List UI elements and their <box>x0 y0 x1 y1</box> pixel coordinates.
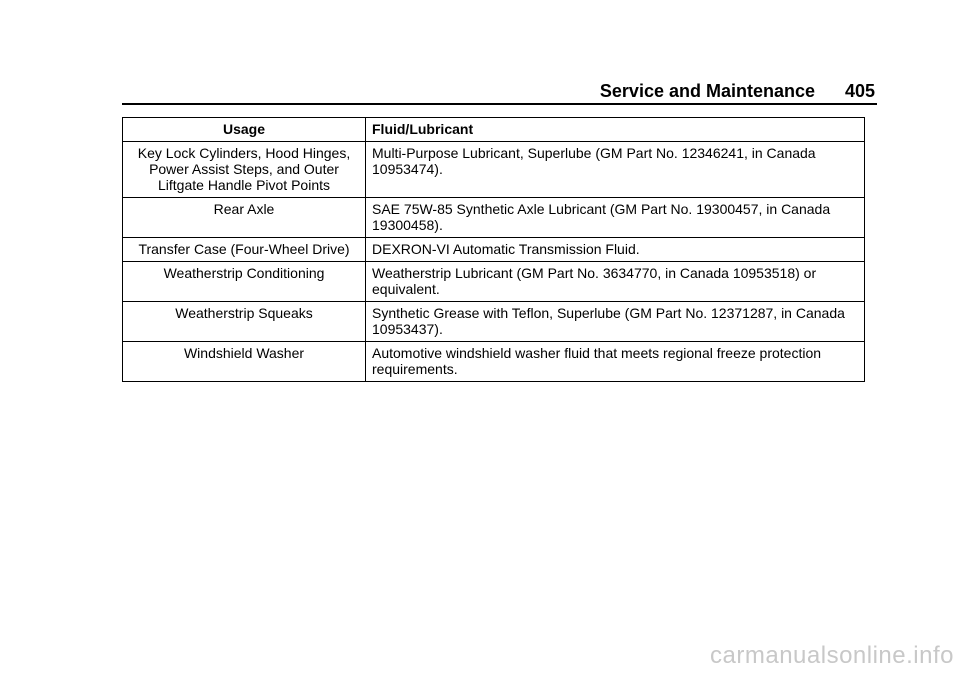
fluid-cell: SAE 75W-85 Synthetic Axle Lubricant (GM Part No. 19300457, in Canada 19300458). <box>366 198 865 238</box>
fluid-lubricant-table <box>122 117 865 382</box>
page-header <box>122 80 877 105</box>
table-header-row <box>123 118 865 142</box>
table-row <box>123 238 865 262</box>
fluid-cell: Weatherstrip Lubricant (GM Part No. 3634770, in Canada 10953518) or equivalent. <box>366 262 865 302</box>
fluid-cell: Synthetic Grease with Teflon, Superlube (GM Part No. 12371287, in Canada 10953437). <box>366 302 865 342</box>
usage-cell: Key Lock Cylinders, Hood Hinges, Power Assist Steps, and Outer Liftgate Handle Pivot Points <box>123 142 366 198</box>
usage-cell: Rear Axle <box>123 198 366 238</box>
column-header-fluid: Fluid/Lubricant <box>366 118 865 142</box>
fluid-cell: DEXRON-VI Automatic Transmission Fluid. <box>366 238 865 262</box>
watermark: carmanualsonline.info <box>710 642 954 669</box>
usage-cell: Weatherstrip Conditioning <box>123 262 366 302</box>
usage-cell: Transfer Case (Four-Wheel Drive) <box>123 238 366 262</box>
table-row <box>123 262 865 302</box>
usage-cell: Weatherstrip Squeaks <box>123 302 366 342</box>
fluid-cell: Multi-Purpose Lubricant, Superlube (GM Part No. 12346241, in Canada 10953474). <box>366 142 865 198</box>
table-row <box>123 142 865 198</box>
table-row <box>123 302 865 342</box>
table-row <box>123 342 865 382</box>
page-number: 405 <box>844 81 875 101</box>
usage-cell: Windshield Washer <box>123 342 366 382</box>
section-title: Service and Maintenance <box>599 81 815 101</box>
fluid-cell: Automotive windshield washer fluid that meets regional freeze protection requirements. <box>366 342 865 382</box>
table-row <box>123 198 865 238</box>
column-header-usage: Usage <box>123 118 366 142</box>
